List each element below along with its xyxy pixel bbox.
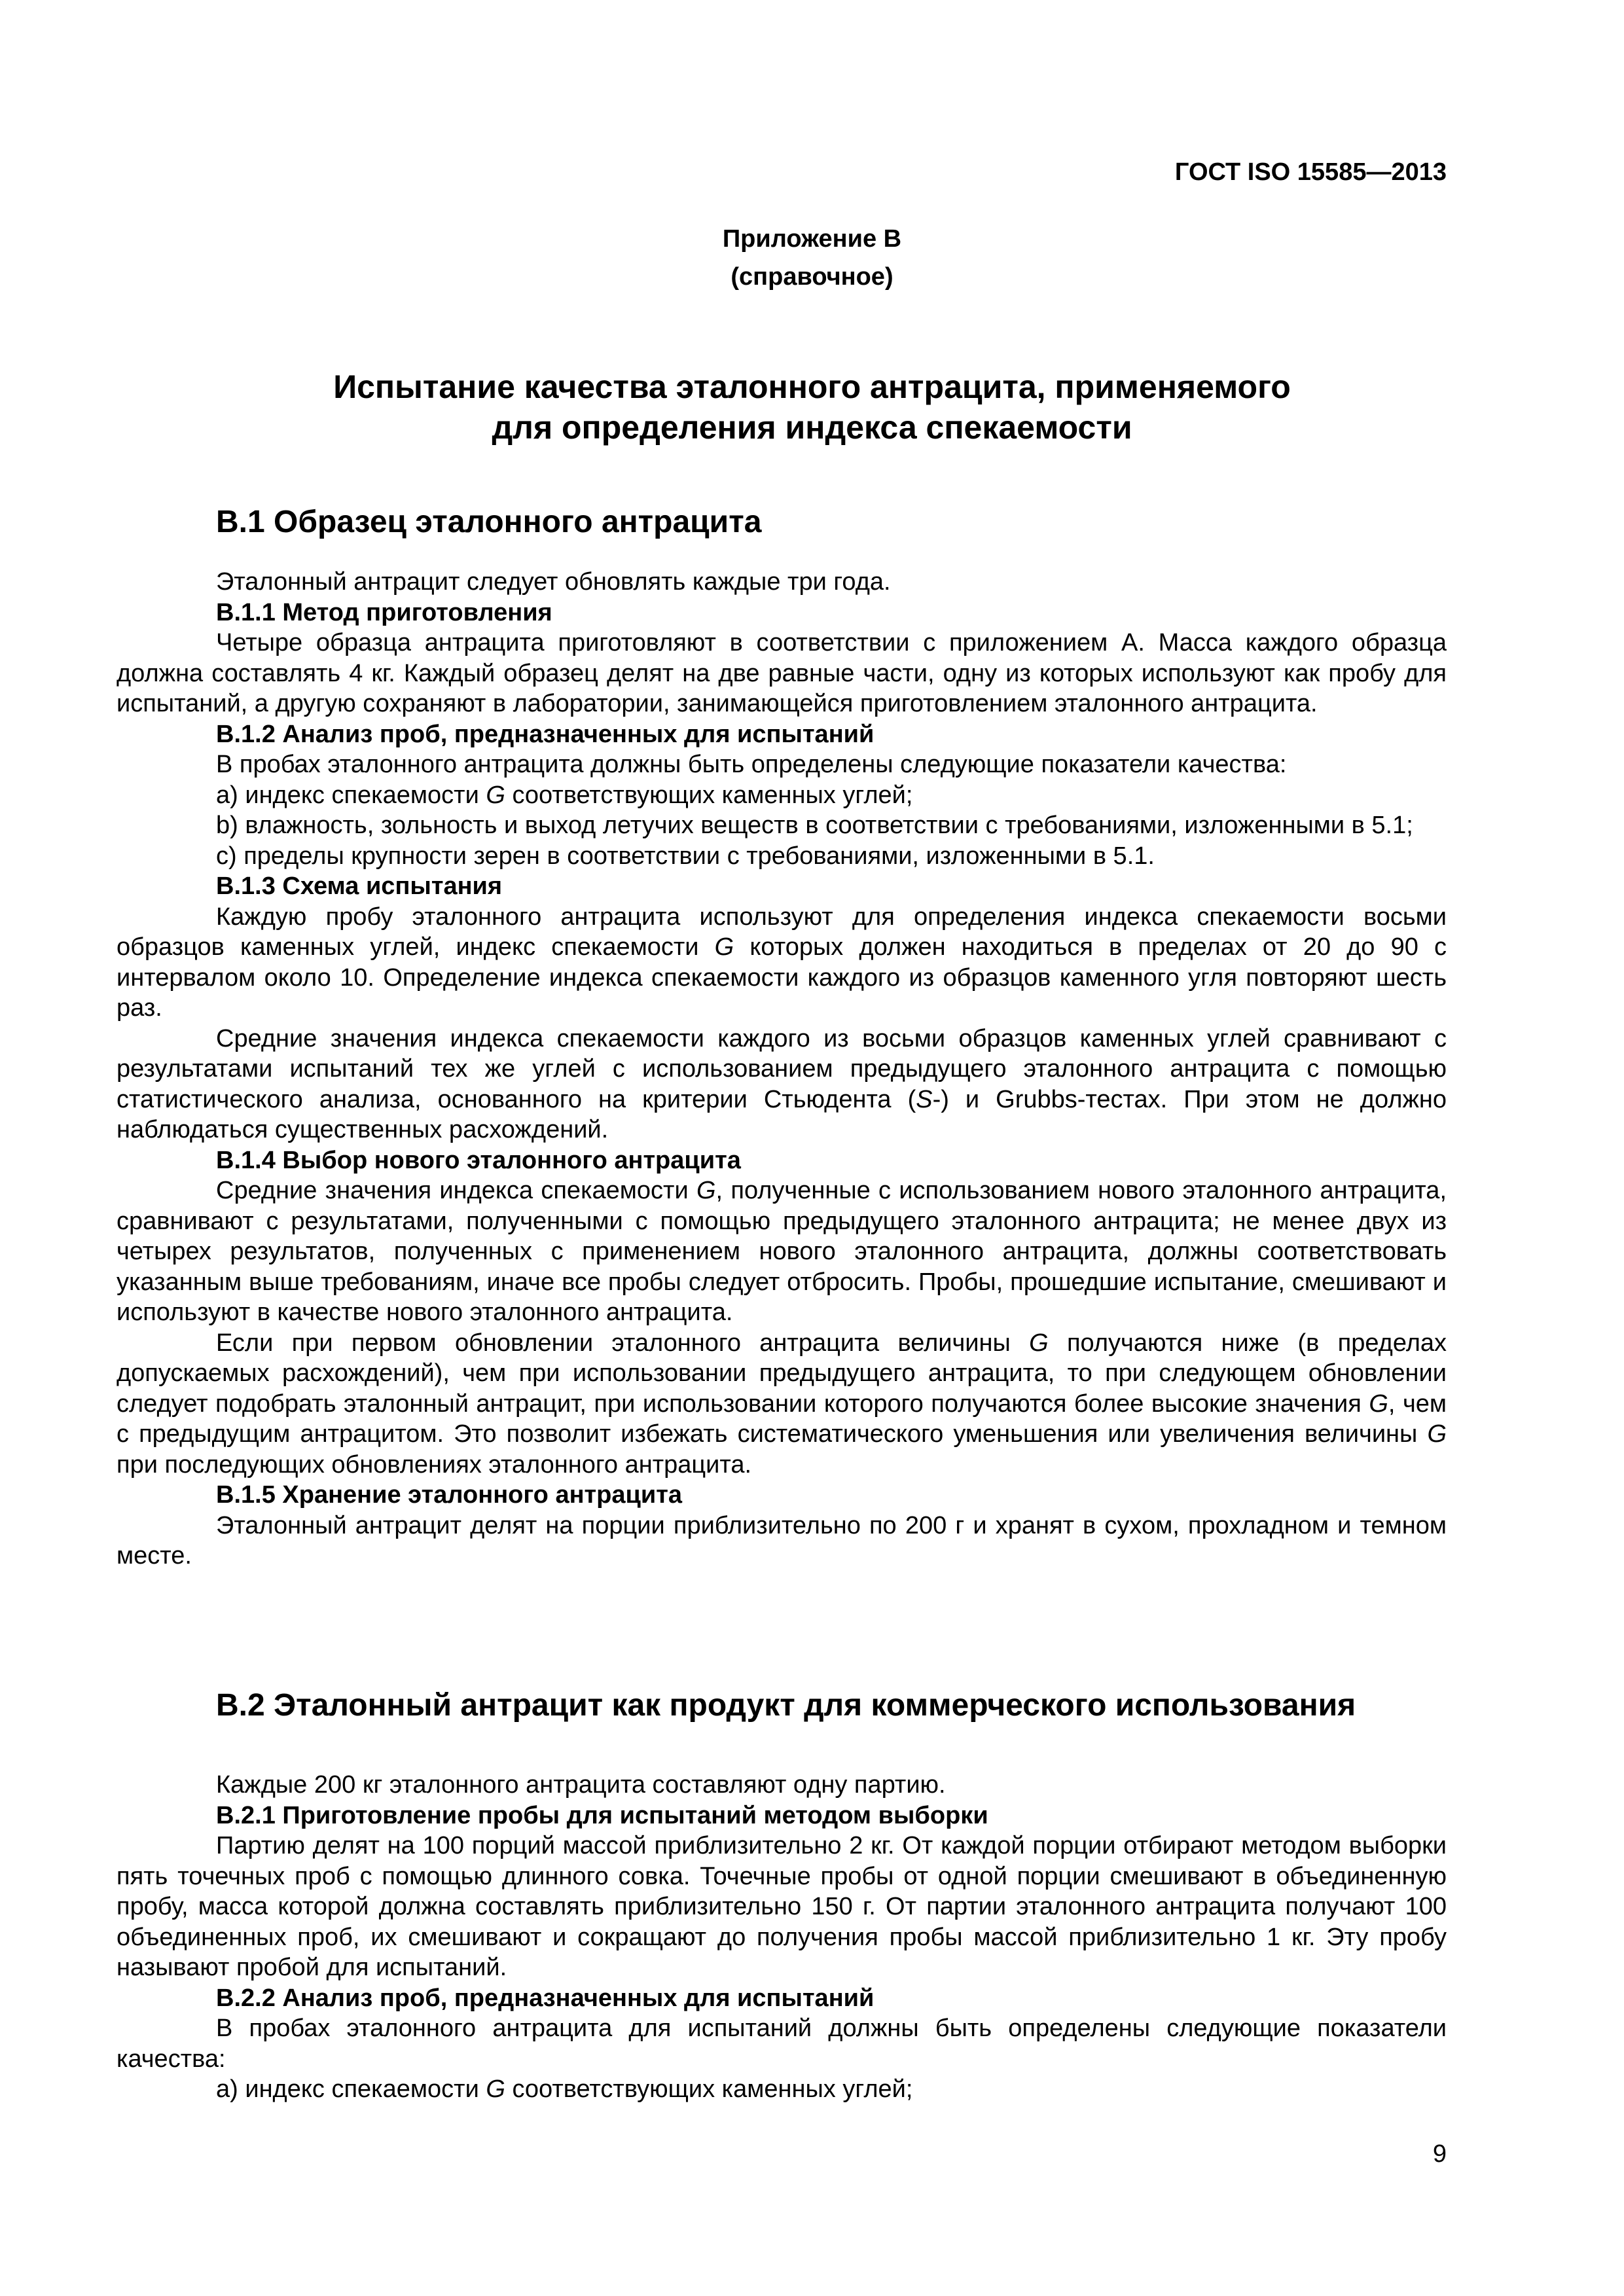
list-item-b: b) влажность, зольность и выход летучих веществ в соответствии с требованиями, изложенными в 5.1; <box>216 812 1413 839</box>
annex-title-line-2: для определения индекса спекаемости <box>492 409 1132 446</box>
section-b1-heading: В.1 Образец эталонного антрацита <box>216 505 762 539</box>
subsection-b12-heading: В.1.2 Анализ проб, предназначенных для испытаний <box>216 720 875 748</box>
annex-title <box>0 367 1624 448</box>
list-item-c: с) пределы крупности зерен в соответствии с требованиями, изложенными в 5.1. <box>216 842 1155 870</box>
list-item-a: а) индекс спекаемости G соответствующих каменных углей; <box>216 781 913 809</box>
variable-g: G <box>486 2075 505 2103</box>
annex-label: Приложение В <box>722 225 902 253</box>
variable-g: G <box>1029 1329 1049 1357</box>
subsection-b12-paragraph: В пробах эталонного антрацита должны быть определены следующие показатели качества: <box>216 751 1287 778</box>
subsection-b13-paragraph-1: Каждую пробу эталонного антрацита используют для определения индекса спекаемости восьми образцов каменных углей, индекс спекаемости G которых должен находиться в пределах от 20 до 90 с интервалом около 10. Определение индекса спекаемости каждого из образцов каменного угля повторяют шесть раз. <box>117 903 1447 1022</box>
section-b1-intro: Эталонный антрацит следует обновлять каждые три года. <box>216 568 891 596</box>
variable-g: G <box>1427 1420 1447 1448</box>
subsection-b13-paragraph-2: Средние значения индекса спекаемости каждого из восьми образцов каменных углей сравнивают с результатами испытаний тех же углей с использованием предыдущего эталонного антрацита с помощью статистического анализа, основанного на критерии Стьюдента (S-) и Grubbs-тестах. При этом не должно наблюдаться существенных расхождений. <box>117 1024 1447 1143</box>
subsection-b13-heading: В.1.3 Схема испытания <box>216 872 503 900</box>
section-b2-heading: В.2 Эталонный антрацит как продукт для коммерческого использования <box>216 1688 1356 1723</box>
section-b2-intro: Каждые 200 кг эталонного антрацита составляют одну партию. <box>216 1771 946 1799</box>
section-b2 <box>117 1686 1447 2105</box>
annex-type: (справочное) <box>731 263 893 291</box>
annex-heading <box>0 220 1624 296</box>
variable-g: G <box>486 781 505 809</box>
subsection-b21-paragraph: Партию делят на 100 порций массой приблизительно 2 кг. От каждой порции отбирают методом выборки пять точечных проб с помощью длинного совка. Точечные пробы от одной порции смешивают в объединенную пробу, масса которой должна составлять приблизительно 150 г. От партии эталонного антрацита получают 100 объединенных проб, их смешивают и сокращают до получения пробы массой приблизительно 1 кг. Эту пробу называют пробой для испытаний. <box>117 1832 1447 1981</box>
subsection-b15-paragraph: Эталонный антрацит делят на порции приблизительно по 200 г и хранят в сухом, прохладном и темном месте. <box>117 1511 1447 1570</box>
document-code: ГОСТ ISO 15585—2013 <box>1174 158 1447 186</box>
subsection-b22-paragraph: В пробах эталонного антрацита для испытаний должны быть определены следующие показатели качества: <box>117 2015 1447 2073</box>
variable-g: G <box>714 933 734 961</box>
subsection-b21-heading: В.2.1 Приготовление пробы для испытаний методом выборки <box>216 1801 988 1829</box>
subsection-b14-paragraph-2: Если при первом обновлении эталонного антрацита величины G получаются ниже (в пределах допускаемых расхождений), чем при использовании предыдущего антрацита, то при следующем обновлении следует подобрать эталонный антрацит, при использовании которого получаются более высокие значения G, чем с предыдущим антрацитом. Это позволит избежать систематического уменьшения или увеличения величины G при последующих обновлениях эталонного антрацита. <box>117 1329 1447 1479</box>
page-number: 9 <box>1432 2140 1447 2168</box>
list-item-a: а) индекс спекаемости G соответствующих каменных углей; <box>216 2075 913 2103</box>
subsection-b11-heading: В.1.1 Метод приготовления <box>216 598 552 626</box>
variable-g: G <box>1369 1390 1388 1418</box>
annex-title-line-1: Испытание качества эталонного антрацита, применяемого <box>333 368 1291 405</box>
subsection-b14-paragraph-1: Средние значения индекса спекаемости G, полученные с использованием нового эталонного антрацита, сравнивают с результатами, полученными с помощью предыдущего эталонного антрацита; не менее двух из четырех результатов, полученных с применением нового эталонного антрацита, должны соответствовать указанным выше требованиям, иначе все пробы следует отбросить. Пробы, прошедшие испытание, смешивают и используют в качестве нового эталонного антрацита. <box>117 1177 1447 1326</box>
subsection-b22-heading: В.2.2 Анализ проб, предназначенных для испытаний <box>216 1984 875 2012</box>
subsection-b11-paragraph: Четыре образца антрацита приготовляют в соответствии с приложением А. Масса каждого образца должна составлять 4 кг. Каждый образец делят на две равные части, одну из которых используют как пробу для испытаний, а другую сохраняют в лаборатории, занимающейся приготовлением эталонного антрацита. <box>117 629 1447 717</box>
section-b1 <box>117 503 1447 1571</box>
variable-g: G <box>696 1177 716 1204</box>
variable-s: S <box>916 1085 933 1113</box>
subsection-b15-heading: В.1.5 Хранение эталонного антрацита <box>216 1481 682 1509</box>
subsection-b14-heading: В.1.4 Выбор нового эталонного антрацита <box>216 1146 741 1174</box>
